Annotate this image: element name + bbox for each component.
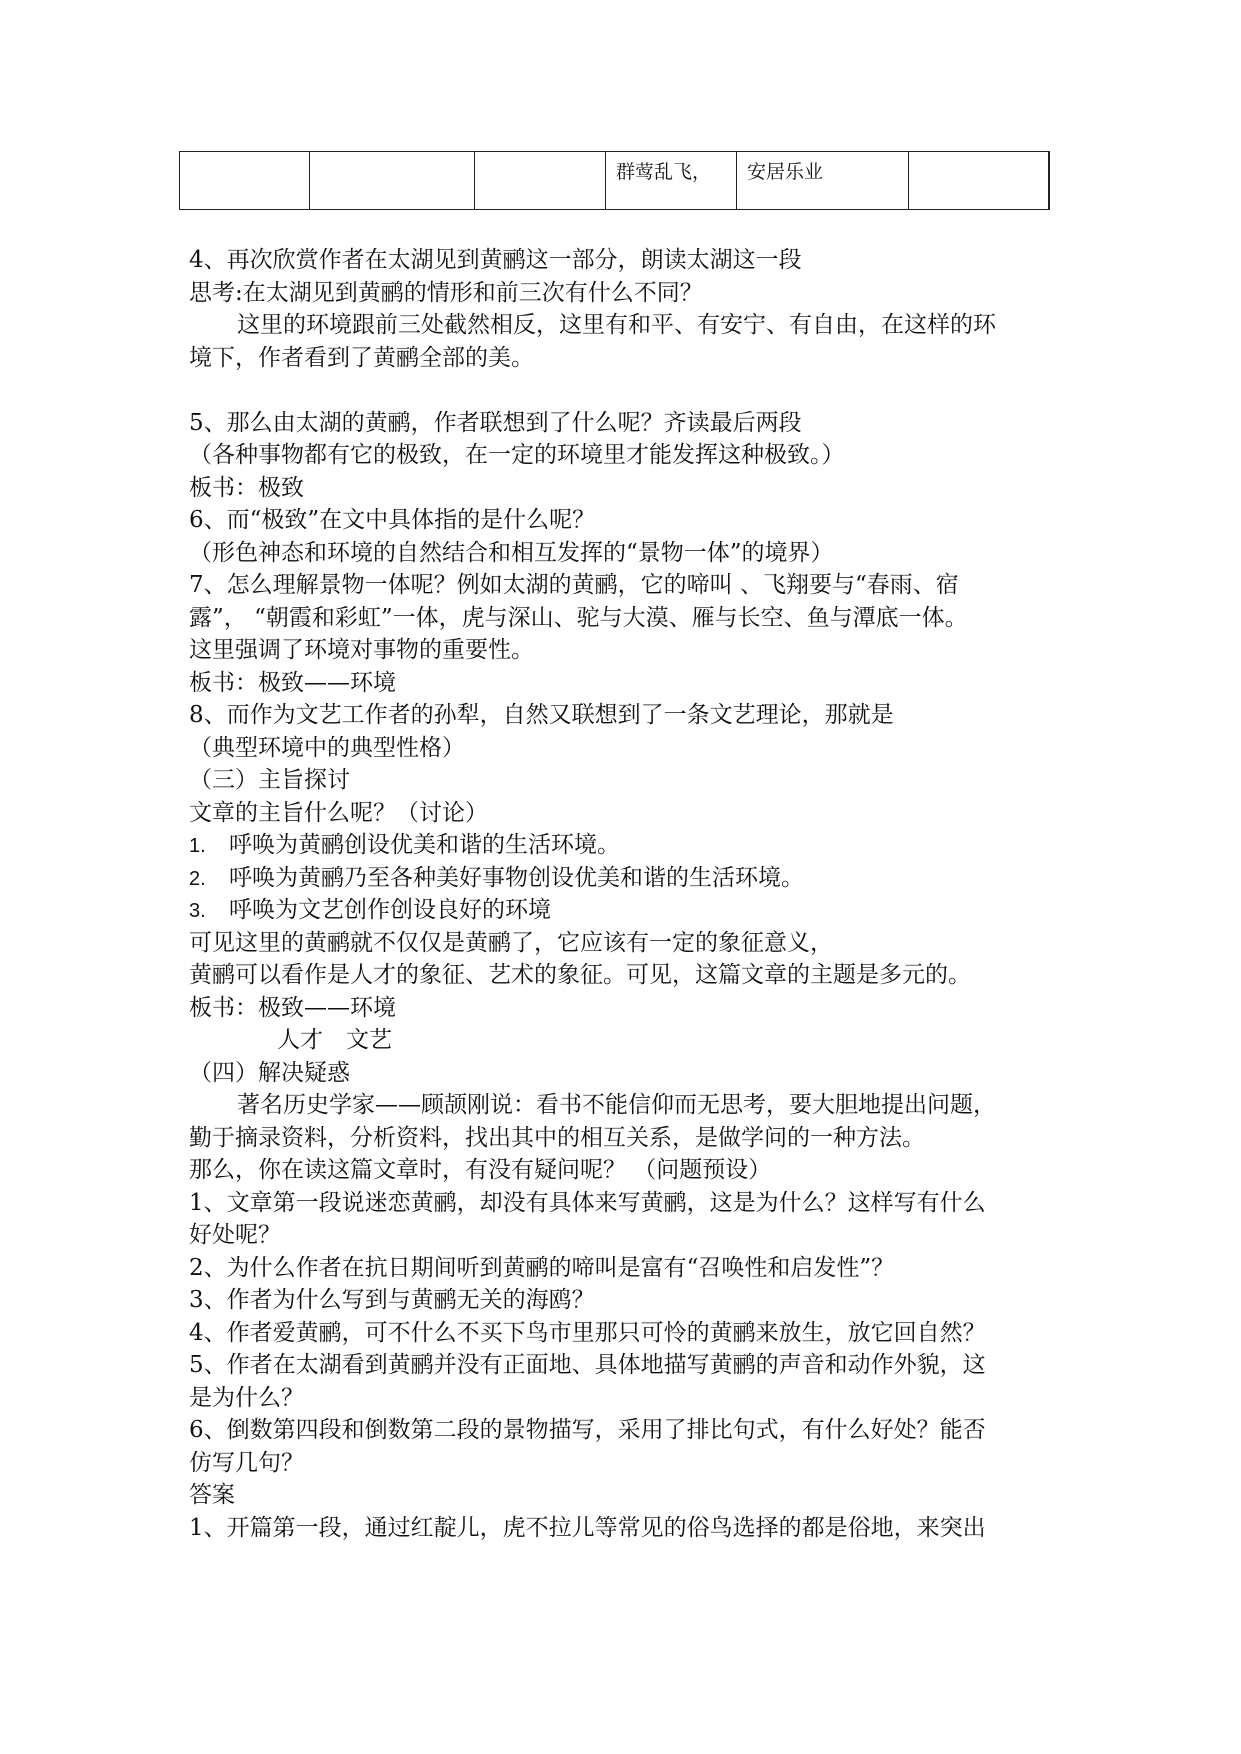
text-line-q7-1 [189,569,1069,602]
table-fragment [179,151,1050,210]
line-text: 4、再次欣赏作者在太湖见到黄鹂这一部分，朗读太湖这一段 [189,247,802,273]
line-text: 黄鹂可以看作是人才的象征、艺术的象征。可见，这篇文章的主题是多元的。 [189,962,971,988]
table-row [180,152,1049,210]
line-text: （典型环境中的典型性格） [189,734,465,761]
line-text: 板书：极致——环境 [189,994,396,1021]
table-cell [475,152,606,210]
line-text: 3、作者为什么写到与黄鹂无关的海鸥？ [189,1287,595,1313]
line-text: 1、文章第一段说迷恋黄鹂，却没有具体来写黄鹂，这是为什么？这样写有什么 [189,1189,986,1216]
line-text: 1、开篇第一段，通过红靛儿，虎不拉儿等常见的俗鸟选择的都是俗地，来突出 [189,1514,986,1541]
text-line-d1-2 [189,1219,1069,1252]
text-line-d6-1 [189,1414,1069,1447]
line-text: 7、怎么理解景物一体呢？例如太湖的黄鹂，它的啼叫 、飞翔要与“春雨、宿 [189,572,959,598]
line-text: 境下，作者看到了黄鹂全部的美。 [189,344,534,371]
line-text: 板书：极致 [189,474,304,501]
line-text: 露”， “朝霞和彩虹”一体，虎与深山、驼与大漠、雁与长空、鱼与潭底一体。 [189,604,968,631]
table-cell [909,152,1049,210]
line-text: 仿写几句？ [189,1449,304,1476]
text-line-li-1 [189,829,1069,862]
text-line-board-2 [189,667,1069,700]
list-number: 2. [189,867,206,890]
line-text: 呼唤为文艺创作创设良好的环境 [229,897,551,923]
line-text: 勤于摘录资料，分析资料，找出其中的相互关系，是做学问的一种方法。 [189,1124,925,1151]
text-line-ask [189,1154,1069,1187]
text-line-q7-3 [189,634,1069,667]
text-line-li-3 [189,894,1069,927]
line-text: 8、而作为文艺工作者的孙犁，自然又联想到了一条文艺理论，那就是 [189,702,894,728]
line-text: 这里的环境跟前三处截然相反，这里有和平、有安宁、有自由，在这样的环 [237,312,996,338]
text-line-d2 [189,1252,1069,1285]
text-line-quote-2 [189,1122,1069,1155]
text-line-q5 [189,407,1069,440]
line-text: 呼唤为黄鹂创设优美和谐的生活环境。 [229,832,620,858]
line-text: 人才 文艺 [277,1027,392,1053]
text-line-symbol-2 [189,959,1069,992]
text-line-q8-ans [189,732,1069,765]
text-line-d6-2 [189,1447,1069,1480]
line-text: 5、那么由太湖的黄鹂，作者联想到了什么呢？齐读最后两段 [189,409,802,436]
line-text: 6、倒数第四段和倒数第二段的景物描写，采用了排比句式，有什么好处？能否 [189,1417,986,1443]
text-line-q4-ans-2 [189,342,1069,375]
line-text: 答案 [189,1482,235,1508]
text-line-blank-1 [189,374,1069,407]
line-text: 呼唤为黄鹂乃至各种美好事物创设优美和谐的生活环境。 [229,864,804,891]
line-text: 板书：极致——环境 [189,669,396,696]
text-line-q7-2 [189,602,1069,635]
table-cell: 群莺乱飞， [606,152,737,210]
text-line-quote-1 [189,1089,1069,1122]
table-cell [180,152,310,210]
line-text: 文章的主旨什么呢？（讨论） [189,799,488,826]
text-line-q4 [189,244,1069,277]
text-line-sec3 [189,764,1069,797]
text-line-q5-ans [189,439,1069,472]
line-text: 思考:在太湖见到黄鹂的情形和前三次有什么不同？ [189,279,703,306]
text-line-board-1 [189,472,1069,505]
line-text: （各种事物都有它的极致，在一定的环境里才能发挥这种极致。） [189,442,845,468]
line-text: 著名历史学家——顾颉刚说：看书不能信仰而无思考，要大胆地提出问题， [237,1092,996,1118]
list-number: 3. [189,900,206,922]
text-line-d5-1 [189,1349,1069,1382]
text-line-q4-ans-1 [189,309,1069,342]
line-text: （三）主旨探讨 [189,767,350,793]
text-line-d3 [189,1284,1069,1317]
line-text: 这里强调了环境对事物的重要性。 [189,637,534,663]
line-text: 4、作者爱黄鹂，可不什么不买下鸟市里那只可怜的黄鹂来放生，放它回自然？ [189,1319,986,1346]
text-line-li-2 [189,862,1069,895]
text-line-d4 [189,1317,1069,1350]
text-line-board-3b [189,1024,1069,1057]
text-line-d5-2 [189,1382,1069,1415]
text-line-d1-1 [189,1187,1069,1220]
line-text: 2、为什么作者在抗日期间听到黄鹂的啼叫是富有“召唤性和启发性”？ [189,1254,895,1281]
text-line-q4-think [189,277,1069,310]
line-text: 那么，你在读这篇文章时，有没有疑问呢？ （问题预设） [189,1157,772,1183]
text-line-q6-ans [189,537,1069,570]
line-text: 可见这里的黄鹂就不仅仅是黄鹂了，它应该有一定的象征意义， [189,929,833,956]
list-number: 1. [189,835,206,857]
text-line-a1 [189,1512,1069,1545]
text-line-sec4 [189,1057,1069,1090]
line-text: 好处呢？ [189,1222,281,1248]
text-line-sec3-q [189,797,1069,830]
text-line-symbol-1 [189,927,1069,960]
text-line-board-3 [189,992,1069,1025]
text-line-q6 [189,504,1069,537]
line-text: 5、作者在太湖看到黄鹂并没有正面地、具体地描写黄鹂的声音和动作外貌，这 [189,1352,986,1378]
table-cell: 安居乐业 [737,152,909,210]
document-body [189,244,1069,1544]
text-line-answer-head [189,1479,1069,1512]
line-text: 6、而“极致”在文中具体指的是什么呢？ [189,507,596,533]
line-text: （四）解决疑惑 [189,1059,350,1086]
line-text: （形色神态和环境的自然结合和相互发挥的“景物一体”的境界） [189,539,834,566]
table-cell [310,152,475,210]
line-text: 是为什么？ [189,1384,304,1411]
text-line-q8 [189,699,1069,732]
